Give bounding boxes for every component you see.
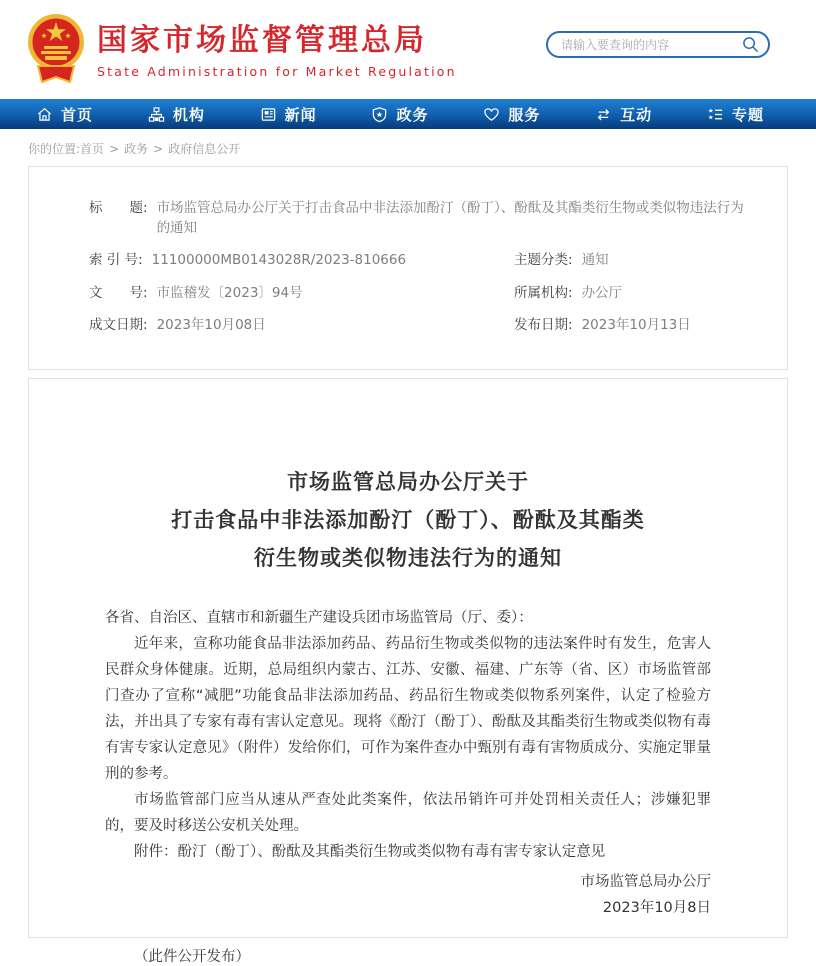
nav-item-home[interactable]	[36, 104, 93, 125]
document-body	[105, 605, 711, 865]
document-title	[105, 463, 711, 577]
document-attachment-line: 附件：酚汀（酚丁）、酚酞及其酯类衍生物或类似物有毒有害专家认定意见	[134, 843, 606, 860]
document-paragraph: 市场监管部门应当从速从严查处此类案件，依法吊销许可并处罚相关责任人；涉嫌犯罪的，要及时移送公安机关处理。	[105, 791, 711, 834]
meta-row-title	[89, 199, 757, 238]
meta-title-label: 标 题:	[89, 200, 148, 216]
breadcrumb-gov[interactable]: 政务	[124, 142, 149, 156]
nav-item-label: 机构	[172, 105, 205, 124]
document-paragraph: 近年来，宣称功能食品非法添加药品、药品衍生物或类似物的违法案件时有发生，危害人民群众身体健康。近期，总局组织内蒙古、江苏、安徽、福建、广东等（省、区）市场监管部门查办了宣称“减肥”功能食品非法添加药品、药品衍生物或类似物系列案件，认定了检验方法，并出具了专家有毒有害认定意见。现将《酚汀（酚丁）、酚酞及其酯类衍生物或类似物有毒有害专家认定意见》（附件）发给你们，可作为案件查办中甄别有毒有害物质成分、实施定罪量刑的参考。	[105, 635, 711, 782]
search-icon[interactable]	[742, 36, 759, 53]
national-emblem-logo	[24, 12, 88, 86]
meta-title-value: 市场监管总局办公厅关于打击食品中非法添加酚汀（酚丁）、酚酞及其酯类衍生物或类似物违法行为的通知	[156, 200, 744, 236]
site-brand	[97, 24, 457, 79]
nav-item-news[interactable]	[260, 104, 317, 125]
meta-agency-label: 所属机构:	[514, 284, 573, 301]
signature-agency: 市场监管总局办公厅	[580, 873, 711, 890]
home-icon	[36, 106, 53, 123]
document-title-line: 打击食品中非法添加酚汀（酚丁）、酚酞及其酯类	[171, 507, 645, 532]
breadcrumb	[0, 129, 816, 166]
meta-row-index	[89, 251, 757, 271]
main-nav	[0, 99, 816, 129]
signature-date: 2023年10月8日	[602, 899, 711, 916]
breadcrumb-separator: >	[109, 142, 120, 156]
gov-badge-icon	[371, 106, 388, 123]
search-box[interactable]	[546, 31, 770, 58]
topic-list-icon	[707, 106, 724, 123]
meta-docnumber-value: 市监稽发〔2023〕94号	[156, 284, 303, 301]
meta-category-value: 通知	[581, 252, 609, 269]
meta-docnumber-label: 文 号:	[89, 284, 148, 301]
meta-category-label: 主题分类:	[514, 252, 573, 269]
nav-item-label: 首页	[61, 105, 94, 124]
swap-arrows-icon	[595, 106, 612, 123]
meta-index-value: 11100000MB0143028R/2023-810666	[151, 252, 407, 269]
site-header	[0, 0, 816, 99]
nav-item-label: 政务	[396, 105, 429, 124]
org-icon	[148, 106, 165, 123]
breadcrumb-home[interactable]: 首页	[80, 142, 105, 156]
meta-index-label: 索 引 号:	[89, 252, 143, 269]
nav-item-gov[interactable]	[371, 104, 428, 125]
breadcrumb-separator: >	[153, 142, 164, 156]
nav-item-org[interactable]	[148, 104, 205, 125]
heart-icon	[483, 106, 500, 123]
site-subtitle: State Administration for Market Regulation	[97, 64, 457, 79]
meta-written-date-value: 2023年10月08日	[156, 317, 266, 334]
document-content-box	[28, 378, 788, 965]
meta-publish-date-label: 发布日期:	[514, 317, 573, 334]
meta-row-dates	[89, 316, 757, 336]
nav-item-services[interactable]	[483, 104, 540, 125]
news-icon	[260, 106, 277, 123]
nav-item-label: 新闻	[284, 105, 317, 124]
document-salutation: 各省、自治区、直辖市和新疆生产建设兵团市场监管局（厅、委）：	[105, 609, 533, 626]
meta-agency-value: 办公厅	[581, 284, 623, 301]
breadcrumb-info-disclosure[interactable]: 政府信息公开	[168, 142, 241, 156]
breadcrumb-prefix: 你的位置:	[28, 142, 81, 156]
meta-written-date-label: 成文日期:	[89, 317, 148, 334]
nav-item-label: 专题	[731, 105, 764, 124]
signature-block	[105, 869, 711, 921]
document-meta-box	[28, 166, 788, 370]
search-input[interactable]	[561, 38, 742, 52]
publish-note: （此件公开发布）	[134, 948, 250, 965]
document-title-line: 市场监管总局办公厅关于	[287, 469, 529, 494]
nav-item-topics[interactable]	[707, 104, 764, 125]
nav-item-label: 互动	[620, 105, 653, 124]
nav-item-label: 服务	[508, 105, 541, 124]
meta-row-docnumber	[89, 284, 757, 304]
document-title-line: 衍生物或类似物违法行为的通知	[254, 545, 562, 570]
site-title: 国家市场监督管理总局	[97, 23, 427, 58]
meta-publish-date-value: 2023年10月13日	[581, 317, 691, 334]
nav-item-interact[interactable]	[595, 104, 652, 125]
